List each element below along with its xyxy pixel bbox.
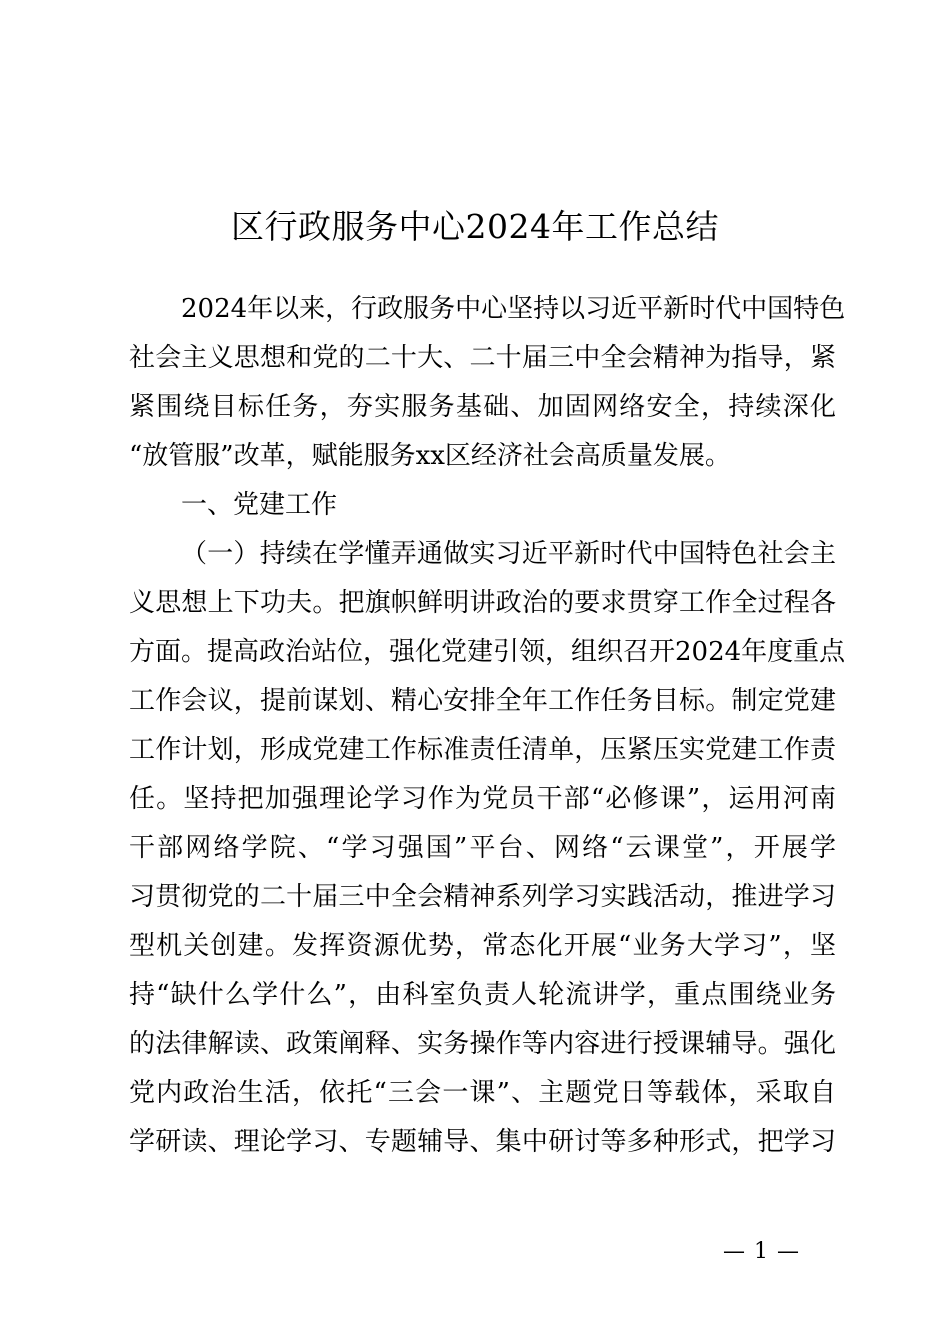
page-number: — 1 —: [723, 1239, 800, 1264]
paragraph-line: 的法律解读、政策阐释、实务操作等内容进行授课辅导。强化: [129, 1029, 836, 1059]
paragraph-line: “放管服”改革，赋能服务xx区经济社会高质量发展。: [129, 441, 731, 471]
paragraph-line: 工作计划，形成党建工作标准责任清单，压紧压实党建工作责: [129, 735, 836, 765]
paragraph-line: 任。坚持把加强理论学习作为党员干部“必修课”，运用河南: [129, 784, 836, 814]
document-body: [129, 285, 846, 1167]
paragraph-line: 党内政治生活，依托“三会一课”、主题党日等载体，采取自: [129, 1078, 836, 1108]
paragraph-line: 习贯彻党的二十届三中全会精神系列学习实践活动，推进学习: [129, 882, 836, 912]
paragraph-line: 干部网络学院、“学习强国”平台、网络“云课堂”，开展学: [129, 833, 836, 863]
paragraph-line: 持“缺什么学什么”，由科室负责人轮流讲学，重点围绕业务: [129, 980, 836, 1010]
document-title: 区行政服务中心2024年工作总结: [231, 207, 719, 247]
paragraph-line: 社会主义思想和党的二十大、二十届三中全会精神为指导，紧: [129, 343, 836, 373]
paragraph-line: 方面。提高政治站位，强化党建引领，组织召开2024年度重点: [129, 637, 846, 667]
paragraph-line: 2024年以来，行政服务中心坚持以习近平新时代中国特色: [181, 294, 846, 324]
paragraph-line: 工作会议，提前谋划、精心安排全年工作任务目标。制定党建: [129, 686, 836, 716]
paragraph-line: 学研读、理论学习、专题辅导、集中研讨等多种形式，把学习: [129, 1127, 836, 1157]
paragraph-line: 型机关创建。发挥资源优势，常态化开展“业务大学习”，坚: [129, 931, 836, 961]
section-heading: 一、党建工作: [181, 490, 338, 520]
paragraph-line: 义思想上下功夫。把旗帜鲜明讲政治的要求贯穿工作全过程各: [129, 588, 836, 618]
paragraph-line: （一）持续在学懂弄通做实习近平新时代中国特色社会主: [181, 539, 836, 569]
paragraph-line: 紧围绕目标任务，夯实服务基础、加固网络安全，持续深化: [129, 392, 836, 422]
